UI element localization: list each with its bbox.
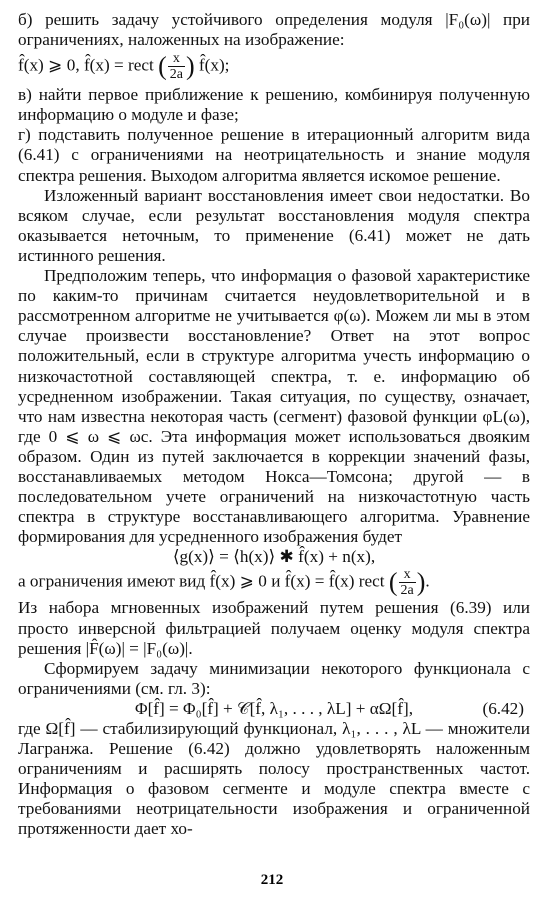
paragraph-estimate: Из набора мгновенных изображений путем решения (6.39) или просто инверсной фильтрацией получаем оценку модуля спектра решения |F̂(ω)| = |F₀(ω)|. [18, 598, 530, 658]
paragraph-constraints [18, 567, 530, 598]
paren-open: ( [158, 51, 167, 81]
paren-open: ( [388, 567, 398, 597]
constraints-end: . [425, 571, 430, 591]
equation-averaged-image: ⟨g(x)⟩ = ⟨h(x)⟩ ✱ f̂(x) + n(x), [172, 547, 376, 567]
paragraph-minimization: Сформируем задачу минимизации некоторого функционала с ограничениями (см. гл. 3): [18, 658, 530, 698]
paragraph-variant: Изложенный вариант восстановления имеет свои недостатки. Во всяком случае, если результат восстановления модуля спектра оказывается неточным, то применение (6.41) может не дать истинного решения. [18, 185, 530, 265]
page-body [18, 10, 530, 840]
constraints-text: а ограничения имеют вид f̂(x) ⩾ 0 и f̂(x) = f̂(x) rect [18, 571, 385, 591]
fraction-numerator: x [399, 567, 416, 583]
fraction-denominator: 2a [169, 67, 183, 83]
page-number: 212 [260, 872, 284, 888]
functional-expression: Φ[f̂] = Φ₀[f̂] + 𝒞[f̂, λ₁, . . . , λL] + αΩ[f̂], [135, 698, 413, 718]
constraint-lhs: f̂(x) ⩾ 0, f̂(x) = rect [18, 55, 154, 75]
fraction-denominator: 2a [400, 583, 414, 599]
paragraph-phase: Предположим теперь, что информация о фазовой характеристике по каким-то причинам считается неудовлетворительной и в рассмотренном алгоритме не учитывается φ(ω). Можем ли мы в этом случае произвести восстановление? Ответ на этот вопрос положительный, если в структуре алгоритма учесть информацию о низкочастотной составляющей спектра, т. е. информацию об усредненном изображении. Такая ситуация, по существу, означает, что нам известна некоторая часть (сегмент) фазовой функции φL(ω), где 0 ⩽ ω ⩽ ωc. Эта информация может использоваться двояким образом. Один из путей заключается в коррекции значений фазы, восстанавливаемых методом Нокса—Томсона; другой — в последовательном учете ограничений на низкочастотную часть спектра в структуре восстанавливающего алгоритма. Уравнение формирования для усредненного изображения будет [18, 266, 530, 547]
equation-functional [18, 699, 530, 719]
paren-close: ) [416, 567, 426, 597]
paragraph-v: в) найти первое приближение к решению, комбинируя полученную информацию о модуле и фазе; [18, 85, 530, 125]
fraction [168, 51, 185, 82]
equation-number: (6.42) [482, 698, 524, 718]
fraction [399, 567, 416, 598]
paragraph-stabilizer: где Ω[f̂] — стабилизирующий функционал, λ₁, . . . , λL — множители Лагранжа. Решение (6.42) должно удовлетворять наложенным ограничениям и расширять полосу пространственных частот. Информация о фазовом сегменте и модуле спектра вместе с требованиями неотрицательности изображения и ограниченной протяженности дает хо- [18, 719, 530, 839]
paren-close: ) [185, 51, 195, 81]
paragraph-b: б) решить задачу устойчивого определения модуля |F₀(ω)| при ограничениях, наложенных на изображение: [18, 10, 530, 50]
fraction-numerator: x [168, 51, 185, 67]
constraint-line [18, 51, 530, 82]
constraint-rhs: f̂(x); [198, 55, 230, 75]
paragraph-g: г) подставить полученное решение в итерационный алгоритм вида (6.41) с ограничениями на неотрицательность и знание модуля спектра решения. Выходом алгоритма является искомое решение. [18, 125, 530, 185]
